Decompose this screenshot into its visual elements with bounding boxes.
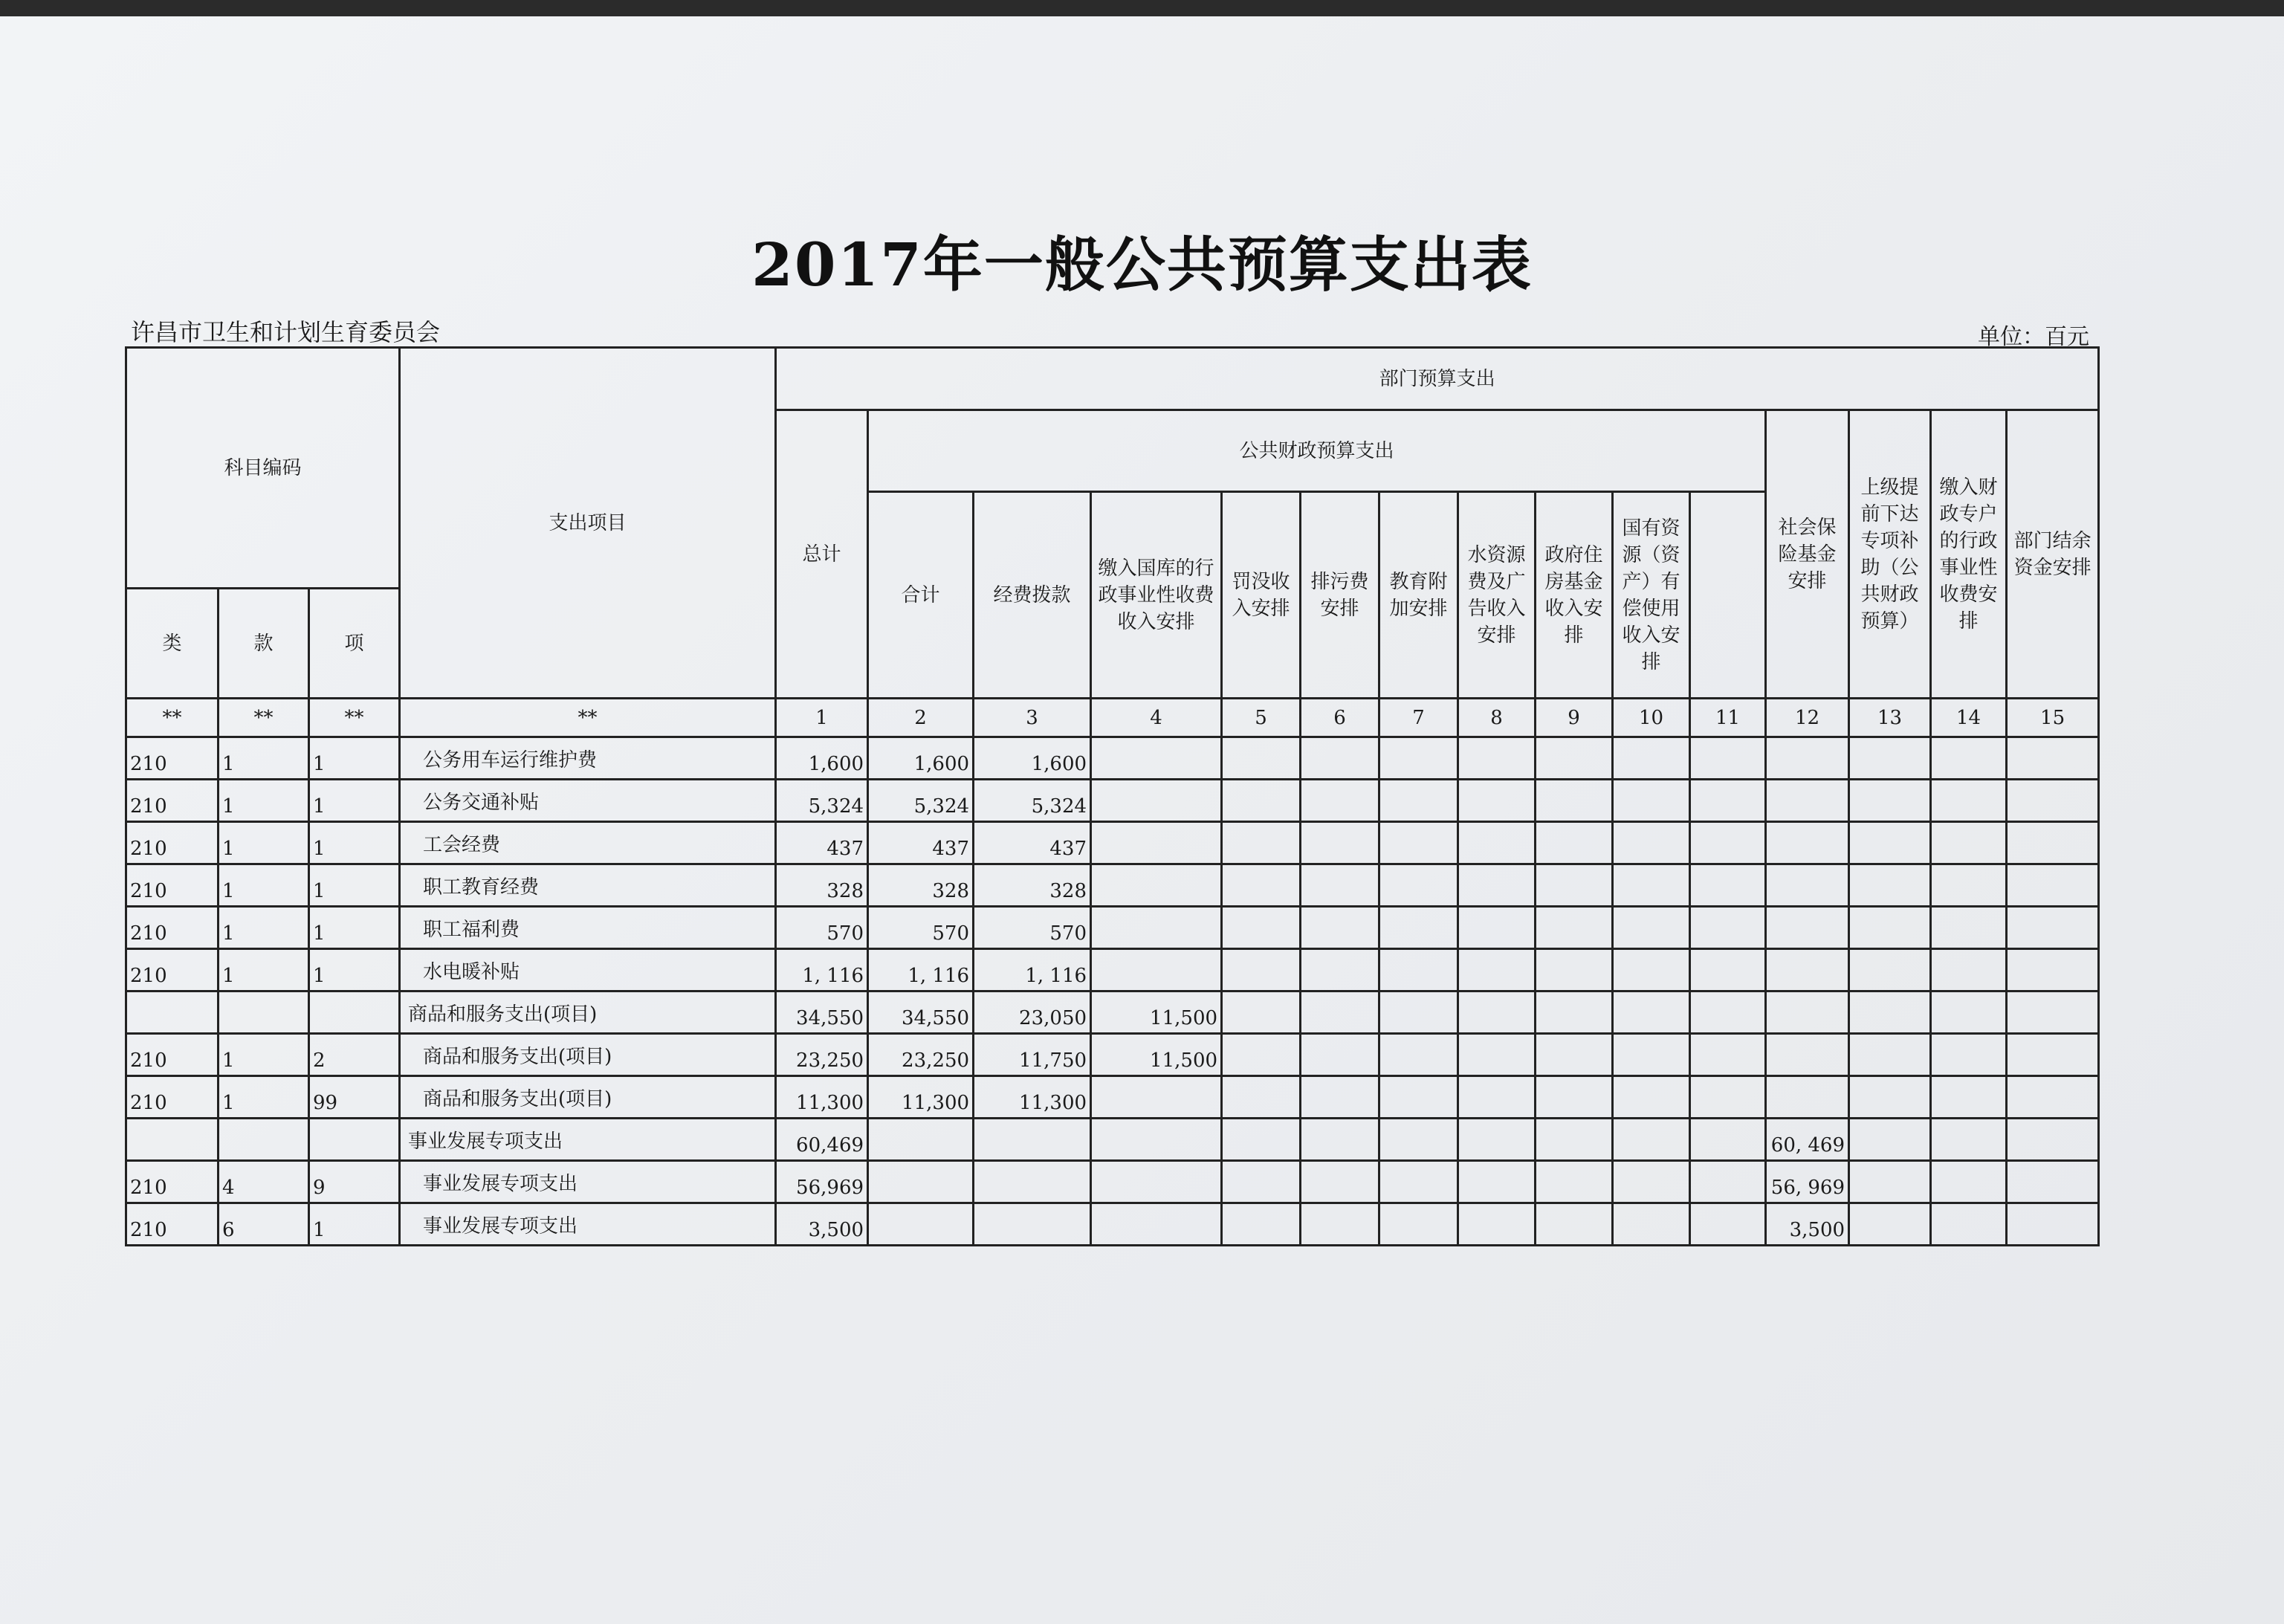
- page-title: 2017年一般公共预算支出表: [751, 230, 1533, 300]
- index-cell: 13: [1849, 699, 1931, 737]
- cell-lei: 210: [126, 1076, 219, 1119]
- cell-social-security: [1690, 780, 1766, 822]
- table-row: [126, 991, 2099, 1034]
- index-cell: 1: [776, 699, 868, 737]
- cell-fiscal-account-fees: [1849, 949, 1931, 991]
- cell-housing-fund: [1536, 907, 1613, 949]
- cell-expense-item: 水电暖补贴: [400, 949, 776, 991]
- header-fines: 罚没收入安排: [1222, 492, 1301, 699]
- cell-social-security: [1690, 1076, 1766, 1119]
- cell-total: 11,300: [776, 1076, 868, 1119]
- cell-treasury-fees: [1091, 1119, 1222, 1161]
- cell-other-income: [2007, 822, 2099, 864]
- cell-water-ads: [1458, 907, 1536, 949]
- cell-kuan: 1: [219, 1076, 309, 1119]
- cell-treasury-fees: [1091, 1161, 1222, 1203]
- cell-subtotal: 437: [868, 822, 974, 864]
- cell-xiang: 9: [309, 1161, 400, 1203]
- header-lei: 类: [126, 589, 219, 699]
- cell-dept-balance: [1931, 991, 2007, 1034]
- cell-superior-special: [1766, 1034, 1849, 1076]
- cell-subtotal: [868, 1119, 974, 1161]
- cell-subtotal: 23,250: [868, 1034, 974, 1076]
- cell-social-security: [1690, 737, 1766, 780]
- index-cell: 8: [1458, 699, 1536, 737]
- cell-lei: 210: [126, 737, 219, 780]
- cell-state-assets: [1613, 1076, 1690, 1119]
- cell-funding: 1,600: [974, 737, 1091, 780]
- cell-superior-special: [1766, 907, 1849, 949]
- cell-treasury-fees: [1091, 780, 1222, 822]
- cell-total: 437: [776, 822, 868, 864]
- cell-sewage: [1301, 907, 1379, 949]
- header-water-ads: 水资源费及广告收入安排: [1458, 492, 1536, 699]
- cell-funding: 570: [974, 907, 1091, 949]
- cell-superior-special: 60, 469: [1766, 1119, 1849, 1161]
- cell-state-assets: [1613, 949, 1690, 991]
- cell-water-ads: [1458, 1119, 1536, 1161]
- cell-funding: [974, 1161, 1091, 1203]
- cell-state-assets: [1613, 1203, 1690, 1246]
- cell-kuan: 1: [219, 737, 309, 780]
- cell-sewage: [1301, 991, 1379, 1034]
- index-cell: 5: [1222, 699, 1301, 737]
- cell-kuan: 4: [219, 1161, 309, 1203]
- cell-kuan: 1: [219, 864, 309, 907]
- cell-other-income: [2007, 1034, 2099, 1076]
- cell-total: 34,550: [776, 991, 868, 1034]
- cell-education-surcharge: [1379, 907, 1458, 949]
- table-row: [126, 737, 2099, 780]
- cell-subtotal: [868, 1161, 974, 1203]
- table-row: [126, 1076, 2099, 1119]
- cell-social-security: [1690, 822, 1766, 864]
- header-education-surcharge: 教育附加安排: [1379, 492, 1458, 699]
- organization-name: 许昌市卫生和计划生育委员会: [131, 318, 441, 346]
- cell-xiang: 1: [309, 780, 400, 822]
- cell-dept-balance: [1931, 737, 2007, 780]
- cell-superior-special: [1766, 864, 1849, 907]
- table-row: [126, 1203, 2099, 1246]
- cell-kuan: 1: [219, 907, 309, 949]
- cell-other-income: [2007, 864, 2099, 907]
- cell-sewage: [1301, 1119, 1379, 1161]
- cell-other-income: [2007, 907, 2099, 949]
- cell-superior-special: 56, 969: [1766, 1161, 1849, 1203]
- cell-subtotal: 1,600: [868, 737, 974, 780]
- cell-sewage: [1301, 949, 1379, 991]
- cell-fiscal-account-fees: [1849, 907, 1931, 949]
- cell-lei: 210: [126, 864, 219, 907]
- cell-treasury-fees: 11,500: [1091, 1034, 1222, 1076]
- cell-expense-item: 事业发展专项支出: [400, 1161, 776, 1203]
- cell-fiscal-account-fees: [1849, 1119, 1931, 1161]
- index-cell: 14: [1931, 699, 2007, 737]
- cell-lei: 210: [126, 907, 219, 949]
- cell-fines: [1222, 864, 1301, 907]
- header-xiang: 项: [309, 589, 400, 699]
- cell-treasury-fees: [1091, 949, 1222, 991]
- cell-treasury-fees: [1091, 907, 1222, 949]
- cell-funding: 11,300: [974, 1076, 1091, 1119]
- cell-education-surcharge: [1379, 780, 1458, 822]
- cell-housing-fund: [1536, 822, 1613, 864]
- header-treasury-fees: 缴入国库的行政事业性收费收入安排: [1091, 492, 1222, 699]
- cell-lei: 210: [126, 1034, 219, 1076]
- cell-treasury-fees: [1091, 822, 1222, 864]
- cell-superior-special: [1766, 737, 1849, 780]
- cell-sewage: [1301, 822, 1379, 864]
- cell-education-surcharge: [1379, 1161, 1458, 1203]
- cell-fines: [1222, 1034, 1301, 1076]
- table-row: [126, 1034, 2099, 1076]
- cell-xiang: 1: [309, 949, 400, 991]
- cell-dept-balance: [1931, 949, 2007, 991]
- cell-dept-balance: [1931, 1119, 2007, 1161]
- table-row: [126, 1119, 2099, 1161]
- cell-housing-fund: [1536, 780, 1613, 822]
- cell-social-security: [1690, 1034, 1766, 1076]
- cell-sewage: [1301, 1034, 1379, 1076]
- table-row: [126, 864, 2099, 907]
- cell-expense-item: 职工福利费: [400, 907, 776, 949]
- cell-social-security: [1690, 907, 1766, 949]
- cell-fiscal-account-fees: [1849, 991, 1931, 1034]
- cell-social-security: [1690, 1203, 1766, 1246]
- cell-housing-fund: [1536, 1034, 1613, 1076]
- cell-expense-item: 商品和服务支出(项目): [400, 1076, 776, 1119]
- cell-kuan: 1: [219, 780, 309, 822]
- cell-fines: [1222, 780, 1301, 822]
- cell-expense-item: 公务用车运行维护费: [400, 737, 776, 780]
- cell-funding: 5,324: [974, 780, 1091, 822]
- cell-water-ads: [1458, 822, 1536, 864]
- cell-subtotal: 34,550: [868, 991, 974, 1034]
- cell-expense-item: 事业发展专项支出: [400, 1119, 776, 1161]
- cell-subtotal: [868, 1203, 974, 1246]
- cell-subtotal: 570: [868, 907, 974, 949]
- cell-superior-special: 3,500: [1766, 1203, 1849, 1246]
- cell-superior-special: [1766, 1076, 1849, 1119]
- cell-fiscal-account-fees: [1849, 864, 1931, 907]
- cell-treasury-fees: [1091, 1076, 1222, 1119]
- cell-state-assets: [1613, 1119, 1690, 1161]
- cell-total: 5,324: [776, 780, 868, 822]
- cell-social-security: [1690, 1161, 1766, 1203]
- cell-total: 3,500: [776, 1203, 868, 1246]
- budget-table: [125, 346, 2100, 1246]
- cell-total: 60,469: [776, 1119, 868, 1161]
- cell-fiscal-account-fees: [1849, 1161, 1931, 1203]
- header-superior-special: 上级提前下达专项补助（公共财政预算）: [1849, 410, 1931, 699]
- cell-fiscal-account-fees: [1849, 1203, 1931, 1246]
- table-row: [126, 907, 2099, 949]
- header-state-assets: 国有资源（资产）有偿使用收入安排: [1613, 492, 1690, 699]
- index-cell: 12: [1766, 699, 1849, 737]
- cell-funding: [974, 1119, 1091, 1161]
- cell-housing-fund: [1536, 991, 1613, 1034]
- cell-fiscal-account-fees: [1849, 822, 1931, 864]
- cell-lei: 210: [126, 949, 219, 991]
- cell-state-assets: [1613, 1034, 1690, 1076]
- cell-fiscal-account-fees: [1849, 737, 1931, 780]
- header-social-security: 社会保险基金安排: [1766, 410, 1849, 699]
- cell-dept-balance: [1931, 822, 2007, 864]
- cell-lei: [126, 991, 219, 1034]
- cell-water-ads: [1458, 737, 1536, 780]
- index-cell: 3: [974, 699, 1091, 737]
- cell-education-surcharge: [1379, 949, 1458, 991]
- cell-expense-item: 工会经费: [400, 822, 776, 864]
- cell-education-surcharge: [1379, 1119, 1458, 1161]
- index-cell: 9: [1536, 699, 1613, 737]
- cell-housing-fund: [1536, 1161, 1613, 1203]
- index-cell: **: [400, 699, 776, 737]
- cell-water-ads: [1458, 949, 1536, 991]
- cell-lei: [126, 1119, 219, 1161]
- header-kuan: 款: [219, 589, 309, 699]
- cell-xiang: 1: [309, 907, 400, 949]
- index-cell: 6: [1301, 699, 1379, 737]
- cell-lei: 210: [126, 1161, 219, 1203]
- cell-expense-item: 公务交通补贴: [400, 780, 776, 822]
- header-fiscal-account-fees: 缴入财政专户的行政事业性收费安排: [1931, 410, 2007, 699]
- cell-fines: [1222, 907, 1301, 949]
- cell-lei: 210: [126, 1203, 219, 1246]
- index-cell: **: [309, 699, 400, 737]
- cell-kuan: [219, 1119, 309, 1161]
- cell-xiang: 99: [309, 1076, 400, 1119]
- cell-xiang: 2: [309, 1034, 400, 1076]
- cell-superior-special: [1766, 991, 1849, 1034]
- cell-expense-item: 商品和服务支出(项目): [400, 1034, 776, 1076]
- cell-other-income: [2007, 1161, 2099, 1203]
- cell-fines: [1222, 1161, 1301, 1203]
- unit-label: 单位：百元: [1978, 324, 2089, 350]
- header-housing-fund: 政府住房基金收入安排: [1536, 492, 1613, 699]
- cell-housing-fund: [1536, 864, 1613, 907]
- cell-subtotal: 1, 116: [868, 949, 974, 991]
- cell-sewage: [1301, 1076, 1379, 1119]
- table-row: [126, 780, 2099, 822]
- cell-state-assets: [1613, 907, 1690, 949]
- cell-sewage: [1301, 780, 1379, 822]
- header-public-fiscal: 公共财政预算支出: [868, 410, 1766, 492]
- header-total: 总计: [776, 410, 868, 699]
- cell-xiang: 1: [309, 822, 400, 864]
- table-row: [126, 822, 2099, 864]
- cell-dept-balance: [1931, 780, 2007, 822]
- header-dept-balance: 部门结余资金安排: [2007, 410, 2099, 699]
- cell-kuan: [219, 991, 309, 1034]
- table-row: [126, 949, 2099, 991]
- cell-fiscal-account-fees: [1849, 1034, 1931, 1076]
- cell-water-ads: [1458, 1076, 1536, 1119]
- cell-funding: 23,050: [974, 991, 1091, 1034]
- cell-social-security: [1690, 1119, 1766, 1161]
- cell-state-assets: [1613, 737, 1690, 780]
- cell-kuan: 1: [219, 1034, 309, 1076]
- header-dept-budget: 部门预算支出: [776, 348, 2099, 410]
- cell-fiscal-account-fees: [1849, 780, 1931, 822]
- cell-education-surcharge: [1379, 1203, 1458, 1246]
- index-cell: 2: [868, 699, 974, 737]
- cell-lei: 210: [126, 780, 219, 822]
- cell-fiscal-account-fees: [1849, 1076, 1931, 1119]
- cell-other-income: [2007, 1203, 2099, 1246]
- header-subtotal: 合计: [868, 492, 974, 699]
- cell-superior-special: [1766, 780, 1849, 822]
- cell-treasury-fees: [1091, 737, 1222, 780]
- index-cell: **: [219, 699, 309, 737]
- cell-total: 328: [776, 864, 868, 907]
- cell-funding: [974, 1203, 1091, 1246]
- cell-water-ads: [1458, 1034, 1536, 1076]
- cell-fines: [1222, 991, 1301, 1034]
- cell-lei: 210: [126, 822, 219, 864]
- cell-kuan: 6: [219, 1203, 309, 1246]
- table-row: [126, 1161, 2099, 1203]
- cell-superior-special: [1766, 822, 1849, 864]
- cell-housing-fund: [1536, 949, 1613, 991]
- cell-fines: [1222, 822, 1301, 864]
- cell-xiang: 1: [309, 737, 400, 780]
- cell-dept-balance: [1931, 907, 2007, 949]
- cell-other-income: [2007, 1119, 2099, 1161]
- cell-education-surcharge: [1379, 1034, 1458, 1076]
- cell-subtotal: 328: [868, 864, 974, 907]
- cell-sewage: [1301, 864, 1379, 907]
- cell-water-ads: [1458, 1161, 1536, 1203]
- cell-social-security: [1690, 949, 1766, 991]
- cell-total: 570: [776, 907, 868, 949]
- cell-sewage: [1301, 737, 1379, 780]
- cell-xiang: 1: [309, 1203, 400, 1246]
- cell-other-income: [2007, 737, 2099, 780]
- index-cell: **: [126, 699, 219, 737]
- cell-dept-balance: [1931, 1034, 2007, 1076]
- cell-housing-fund: [1536, 737, 1613, 780]
- cell-funding: 328: [974, 864, 1091, 907]
- cell-housing-fund: [1536, 1203, 1613, 1246]
- cell-other-income: [2007, 949, 2099, 991]
- cell-water-ads: [1458, 864, 1536, 907]
- cell-sewage: [1301, 1161, 1379, 1203]
- cell-fines: [1222, 1076, 1301, 1119]
- cell-education-surcharge: [1379, 1076, 1458, 1119]
- cell-treasury-fees: 11,500: [1091, 991, 1222, 1034]
- cell-other-income: [2007, 1076, 2099, 1119]
- cell-subtotal: 11,300: [868, 1076, 974, 1119]
- cell-treasury-fees: [1091, 864, 1222, 907]
- cell-superior-special: [1766, 949, 1849, 991]
- cell-other-income: [2007, 991, 2099, 1034]
- cell-fines: [1222, 1203, 1301, 1246]
- cell-total: 23,250: [776, 1034, 868, 1076]
- column-index-row: [126, 699, 2099, 737]
- cell-education-surcharge: [1379, 864, 1458, 907]
- header-expense-item: 支出项目: [400, 348, 776, 699]
- cell-kuan: 1: [219, 949, 309, 991]
- cell-dept-balance: [1931, 864, 2007, 907]
- cell-funding: 11,750: [974, 1034, 1091, 1076]
- cell-water-ads: [1458, 780, 1536, 822]
- cell-sewage: [1301, 1203, 1379, 1246]
- cell-total: 1,600: [776, 737, 868, 780]
- header-funding: 经费拨款: [974, 492, 1091, 699]
- cell-xiang: 1: [309, 864, 400, 907]
- header-sewage: 排污费安排: [1301, 492, 1379, 699]
- cell-housing-fund: [1536, 1076, 1613, 1119]
- cell-dept-balance: [1931, 1076, 2007, 1119]
- cell-water-ads: [1458, 1203, 1536, 1246]
- cell-fines: [1222, 1119, 1301, 1161]
- index-cell: 7: [1379, 699, 1458, 737]
- cell-fines: [1222, 737, 1301, 780]
- index-cell: 4: [1091, 699, 1222, 737]
- cell-funding: 1, 116: [974, 949, 1091, 991]
- index-cell: 15: [2007, 699, 2099, 737]
- cell-kuan: 1: [219, 822, 309, 864]
- cell-water-ads: [1458, 991, 1536, 1034]
- cell-treasury-fees: [1091, 1203, 1222, 1246]
- cell-social-security: [1690, 991, 1766, 1034]
- cell-xiang: [309, 1119, 400, 1161]
- index-cell: 10: [1613, 699, 1690, 737]
- cell-dept-balance: [1931, 1203, 2007, 1246]
- document-page: [0, 16, 2284, 1624]
- cell-other-income: [2007, 780, 2099, 822]
- cell-expense-item: 职工教育经费: [400, 864, 776, 907]
- cell-social-security: [1690, 864, 1766, 907]
- cell-state-assets: [1613, 1161, 1690, 1203]
- cell-funding: 437: [974, 822, 1091, 864]
- index-cell: 11: [1690, 699, 1766, 737]
- cell-xiang: [309, 991, 400, 1034]
- cell-state-assets: [1613, 780, 1690, 822]
- cell-expense-item: 事业发展专项支出: [400, 1203, 776, 1246]
- cell-expense-item: 商品和服务支出(项目): [400, 991, 776, 1034]
- cell-subtotal: 5,324: [868, 780, 974, 822]
- cell-housing-fund: [1536, 1119, 1613, 1161]
- cell-state-assets: [1613, 864, 1690, 907]
- cell-fines: [1222, 949, 1301, 991]
- cell-education-surcharge: [1379, 737, 1458, 780]
- cell-state-assets: [1613, 822, 1690, 864]
- header-subject-code: 科目编码: [126, 348, 400, 589]
- cell-total: 1, 116: [776, 949, 868, 991]
- cell-dept-balance: [1931, 1161, 2007, 1203]
- cell-state-assets: [1613, 991, 1690, 1034]
- cell-education-surcharge: [1379, 822, 1458, 864]
- cell-education-surcharge: [1379, 991, 1458, 1034]
- cell-total: 56,969: [776, 1161, 868, 1203]
